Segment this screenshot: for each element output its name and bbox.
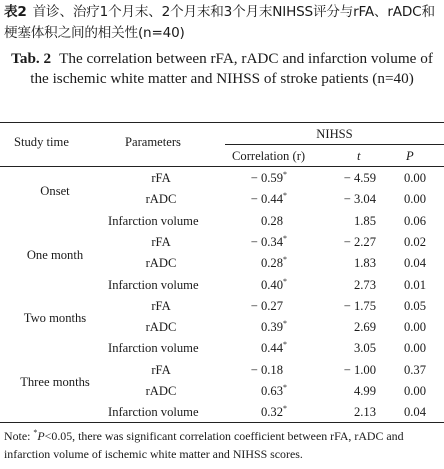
- t-value-cell: 2.13: [353, 405, 376, 420]
- correlation-cell: 0.28*: [260, 255, 287, 271]
- t-value-cell: 1.83: [353, 256, 376, 271]
- t-value-cell: − 1.75: [343, 298, 376, 313]
- parameter-cell: rADC: [145, 320, 177, 335]
- header-parameters: Parameters: [125, 135, 181, 149]
- p-value-cell: 0.00: [403, 384, 426, 398]
- t-value-cell: 4.99: [353, 384, 376, 398]
- study-time-label: Two months: [23, 311, 87, 326]
- p-value-cell: 0.04: [403, 405, 426, 420]
- correlation-value: 0.40: [260, 277, 283, 292]
- study-time-label: Onset: [40, 183, 70, 198]
- study-time-label: Three months: [20, 375, 90, 390]
- footnote-text: <0.05, there was significant correlation coefficient between rFA, rADC and infarction volume of ischemic white matter and NIHSS scores.: [4, 429, 404, 461]
- footnote-sig-marker: *: [33, 428, 38, 437]
- parameter-cell: rADC: [145, 384, 177, 398]
- t-value-cell: − 1.00: [343, 362, 376, 377]
- parameter-cell: Infarction volume: [108, 213, 199, 228]
- correlation-value: − 0.59: [250, 171, 283, 185]
- p-value-cell: 0.00: [403, 192, 426, 207]
- correlation-value: − 0.44: [250, 192, 283, 207]
- header-study-time: Study time: [14, 135, 69, 149]
- table-caption-english: [0, 49, 444, 89]
- correlation-cell: 0.32*: [260, 404, 287, 420]
- t-value-cell: 2.73: [353, 277, 376, 292]
- p-value-cell: 0.05: [403, 298, 426, 313]
- p-value-cell: 0.00: [403, 341, 426, 356]
- t-value-cell: − 4.59: [343, 171, 376, 185]
- parameter-cell: rFA: [151, 234, 171, 249]
- parameter-cell: Infarction volume: [108, 277, 199, 292]
- correlation-cell: − 0.44*: [250, 191, 287, 207]
- footnote-p: P: [37, 429, 45, 443]
- correlation-value: 0.32: [260, 405, 283, 420]
- study-time-label: One month: [26, 247, 84, 262]
- correlation-cell: [215, 298, 288, 314]
- t-value-cell: 1.85: [353, 213, 376, 228]
- table-caption-chinese: [4, 2, 442, 44]
- correlation-cell: − 0.34*: [250, 233, 287, 249]
- correlation-value: 0.28: [260, 213, 283, 228]
- parameter-cell: rFA: [151, 171, 171, 185]
- table-label-english: Tab. 2: [11, 50, 52, 67]
- header-p: P: [406, 149, 414, 163]
- header-t: t: [357, 149, 361, 163]
- header-nihss: NIHSS: [316, 127, 353, 141]
- p-value-cell: 0.37: [403, 362, 426, 377]
- t-value-cell: − 2.27: [343, 234, 376, 249]
- parameter-cell: rFA: [151, 298, 171, 313]
- correlation-cell: [215, 362, 288, 378]
- correlation-value: − 0.34: [250, 234, 283, 249]
- p-value-cell: 0.04: [403, 256, 426, 271]
- parameter-cell: rADC: [145, 192, 177, 207]
- t-value-cell: 3.05: [353, 341, 376, 356]
- table-caption-chinese-text: 首诊、治疗1个月末、2个月末和3个月末NIHSS评分与rFA、rADC和梗塞体积之间的相关性: [4, 4, 435, 41]
- correlation-cell: 0.44*: [260, 340, 287, 356]
- correlation-value: − 0.18: [250, 362, 283, 377]
- table-caption-english-text: The correlation between rFA, rADC and infarction volume of the ischemic white matter and NIHSS of stroke patients: [30, 50, 433, 87]
- table-label-chinese: 表2: [4, 4, 27, 20]
- p-value-cell: 0.01: [403, 277, 426, 292]
- table-top-rule: [0, 122, 444, 123]
- p-value-cell: 0.02: [403, 234, 426, 249]
- table-header-rule: [0, 166, 444, 167]
- correlation-cell: − 0.59*: [250, 170, 287, 185]
- t-value-cell: − 3.04: [343, 192, 376, 207]
- parameter-cell: rFA: [151, 362, 171, 377]
- correlation-value: − 0.27: [250, 298, 283, 313]
- t-value-cell: 2.69: [353, 320, 376, 335]
- header-correlation: Correlation (r): [232, 149, 306, 163]
- table-footnote: [4, 427, 442, 463]
- correlation-cell: 0.39*: [260, 319, 287, 335]
- correlation-cell: 0.63*: [260, 383, 287, 398]
- p-value-cell: 0.00: [403, 171, 426, 185]
- p-value-cell: 0.06: [403, 213, 426, 228]
- p-value-cell: 0.00: [403, 320, 426, 335]
- table-caption-chinese-n: (n=40): [137, 25, 185, 41]
- correlation-value: 0.44: [260, 341, 283, 356]
- nihss-header-rule: [225, 144, 444, 145]
- footnote-prefix: Note:: [4, 429, 31, 443]
- correlation-value: 0.39: [260, 320, 283, 335]
- correlation-cell: [215, 213, 288, 229]
- correlation-cell: 0.40*: [260, 276, 287, 292]
- parameter-cell: Infarction volume: [108, 405, 199, 420]
- parameter-cell: rADC: [145, 256, 177, 271]
- parameter-cell: Infarction volume: [108, 341, 199, 356]
- table-bottom-rule: [0, 422, 444, 423]
- correlation-value: 0.28: [260, 256, 283, 271]
- table-caption-english-n: (n=40): [372, 70, 414, 87]
- correlation-value: 0.63: [260, 384, 283, 398]
